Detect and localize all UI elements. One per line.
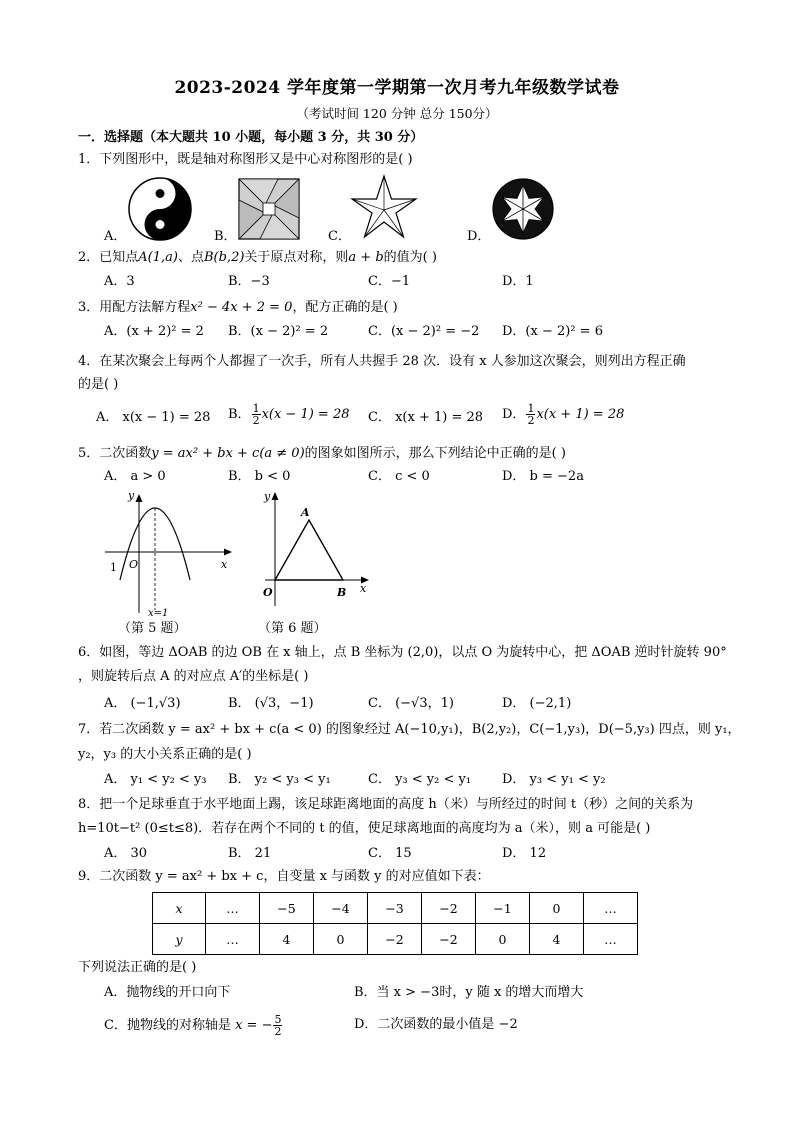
- section-heading: 一．选择题（本大题共 10 小题，每小题 3 分，共 30 分）: [78, 130, 424, 145]
- q4-option-d: D． $\frac{1}{2}$ x(x + 1) = 28: [502, 402, 625, 427]
- table-cell: x: [153, 893, 206, 924]
- q3-option-b: B．(x − 2)² = 2: [228, 324, 329, 339]
- table-cell: …: [206, 893, 260, 924]
- table-cell: …: [584, 893, 638, 924]
- q9-prompt: 下列说法正确的是( ): [78, 960, 197, 975]
- q1-option-b: B．: [214, 229, 237, 244]
- q1-option-c: C．: [328, 229, 351, 244]
- q9-stem: 9．二次函数 y = ax² + bx + c，自变量 x 与函数 y 的对应值如下表：: [78, 869, 490, 884]
- table-row: [153, 924, 638, 955]
- q5-option-c: C． c < 0: [368, 469, 430, 484]
- table-cell: …: [584, 924, 638, 955]
- q6-option-d: D． (−2,1): [502, 696, 572, 711]
- q6-axis-x-label: x: [360, 582, 367, 595]
- q3-option-a: A．(x + 2)² = 2: [104, 324, 204, 339]
- table-cell: 0: [476, 924, 530, 955]
- q3-option-c: C．(x − 2)² = −2: [368, 324, 480, 339]
- table-cell: −4: [314, 893, 368, 924]
- exam-title: 2023-2024 学年度第一学期第一次月考九年级数学试卷: [174, 78, 620, 98]
- q6-stem-line1: 6．如图，等边 ΔOAB 的边 OB 在 x 轴上，点 B 坐标为 (2,0)，以点 O 为旋转中心，把 ΔOAB 逆时针旋转 90°: [78, 645, 727, 660]
- q4-stem-line2: 的是( ): [78, 377, 119, 392]
- q8-stem-line1: 8．把一个足球垂直于水平地面上踢，该足球距离地面的高度 h（米）与所经过的时间 t（秒）之间的关系为: [78, 797, 694, 812]
- table-cell: −2: [422, 893, 476, 924]
- table-cell: 0: [530, 893, 584, 924]
- table-cell: −2: [422, 924, 476, 955]
- q6-point-b-label: B: [337, 586, 347, 599]
- table-cell: −2: [368, 924, 422, 955]
- q7-option-a: A． y₁ < y₂ < y₃: [104, 772, 207, 787]
- q4-option-a: A． x(x − 1) = 28: [96, 410, 211, 425]
- pinwheel-square-figure: [238, 178, 300, 240]
- q5-symmetry-label: x=1: [148, 608, 169, 618]
- q3-option-d: D．(x − 2)² = 6: [502, 324, 603, 339]
- q4-option-b: B． $\frac{1}{2}$ x(x − 1) = 28: [228, 402, 350, 427]
- q9-option-b: B．当 x > −3时，y 随 x 的增大而增大: [354, 985, 584, 1000]
- q5-origin-label: O: [129, 558, 139, 571]
- q4-stem-line1: 4．在某次聚会上每两个人都握了一次手，所有人共握手 28 次．设有 x 人参加这次聚会，则列出方程正确: [78, 354, 686, 369]
- table-cell: …: [206, 924, 260, 955]
- q8-option-c: C． 15: [368, 846, 412, 861]
- q7-option-c: C． y₃ < y₂ < y₁: [368, 772, 472, 787]
- q5-option-d: D． b = −2a: [502, 469, 584, 484]
- q7-option-b: B． y₂ < y₃ < y₁: [228, 772, 331, 787]
- table-cell: y: [153, 924, 206, 955]
- table-cell: −5: [260, 893, 314, 924]
- q6-stem-line2: ，则旋转后点 A 的对应点 A′的坐标是( ): [78, 669, 309, 684]
- fraction-half: $\frac{1}{2}$: [252, 402, 260, 427]
- table-cell: 0: [314, 924, 368, 955]
- q9-option-a: A．抛物线的开口向下: [104, 985, 231, 1000]
- q5-option-a: A． a > 0: [104, 469, 166, 484]
- q8-option-a: A． 30: [104, 846, 148, 861]
- q5-parabola-graph: [100, 488, 240, 618]
- table-row: [153, 893, 638, 924]
- q5-tick-label: 1: [110, 561, 117, 574]
- table-cell: 4: [530, 924, 584, 955]
- q1-option-a: A．: [104, 229, 127, 244]
- q5-axis-y-label: y: [128, 489, 135, 502]
- q7-stem-line2: y₂，y₃ 的大小关系正确的是( ): [78, 747, 252, 762]
- q2-option-d: D．1: [502, 274, 534, 289]
- q6-axis-y-label: y: [264, 490, 271, 503]
- q6-option-c: C． (−√3，1): [368, 696, 454, 711]
- table-cell: −1: [476, 893, 530, 924]
- q9-option-c: C．抛物线的对称轴是 x = − $\frac{5}{2}$: [104, 1013, 282, 1038]
- q5-option-b: B． b < 0: [228, 469, 291, 484]
- q8-option-b: B． 21: [228, 846, 272, 861]
- q6-option-a: A． (−1,√3): [104, 696, 181, 711]
- q7-option-d: D． y₃ < y₁ < y₂: [502, 772, 606, 787]
- q1-option-d: D．: [467, 229, 491, 244]
- q8-stem-line2: h=10t−t² (0≤t≤8)．若存在两个不同的 t 的值，使足球离地面的高度均为 a（米），则 a 可能是( ): [78, 821, 651, 836]
- q2-stem: 2．已知点A(1,a)、点B(b,2)关于原点对称，则a + b的值为( ): [78, 250, 437, 265]
- q6-origin-label: O: [263, 586, 273, 599]
- fraction-half: $\frac{1}{2}$: [527, 402, 535, 427]
- q2-option-c: C．−1: [368, 274, 411, 289]
- q6-option-b: B． (√3，−1): [228, 696, 314, 711]
- hexagram-circle-figure: [491, 177, 555, 241]
- star-figure: [350, 174, 418, 242]
- q1-stem: 1．下列图形中，既是轴对称图形又是中心对称图形的是( ): [78, 152, 413, 167]
- q7-stem-line1: 7．若二次函数 y = ax² + bx + c(a < 0) 的图象经过 A(−10,y₁)，B(2,y₂)，C(−1,y₃)，D(−5,y₃) 四点，则 y₁，: [78, 722, 741, 737]
- fraction-five-halves: $\frac{5}{2}$: [274, 1013, 282, 1038]
- q6-triangle-graph: [255, 488, 375, 610]
- q4-option-c: C． x(x + 1) = 28: [368, 410, 484, 425]
- q8-option-d: D． 12: [502, 846, 547, 861]
- yin-yang-figure: [127, 176, 193, 242]
- table-cell: −3: [368, 893, 422, 924]
- table-cell: 4: [260, 924, 314, 955]
- q2-option-b: B．−3: [228, 274, 270, 289]
- q2-option-a: A．3: [104, 274, 135, 289]
- q9-value-table: [152, 892, 638, 955]
- q6-point-a-label: A: [301, 506, 310, 519]
- q3-stem: 3．用配方法解方程x² − 4x + 2 = 0，配方正确的是( ): [78, 300, 398, 315]
- q6-figure-caption: （第 6 题）: [258, 621, 327, 636]
- q5-axis-x-label: x: [221, 558, 228, 571]
- q5-stem: 5．二次函数y = ax² + bx + c(a ≠ 0)的图象如图所示，那么下列结论中正确的是( ): [78, 446, 566, 461]
- exam-subtitle: （考试时间 120 分钟 总分 150分）: [296, 106, 498, 121]
- q9-option-d: D．二次函数的最小值是 −2: [354, 1017, 518, 1032]
- q5-figure-caption: （第 5 题）: [118, 621, 187, 636]
